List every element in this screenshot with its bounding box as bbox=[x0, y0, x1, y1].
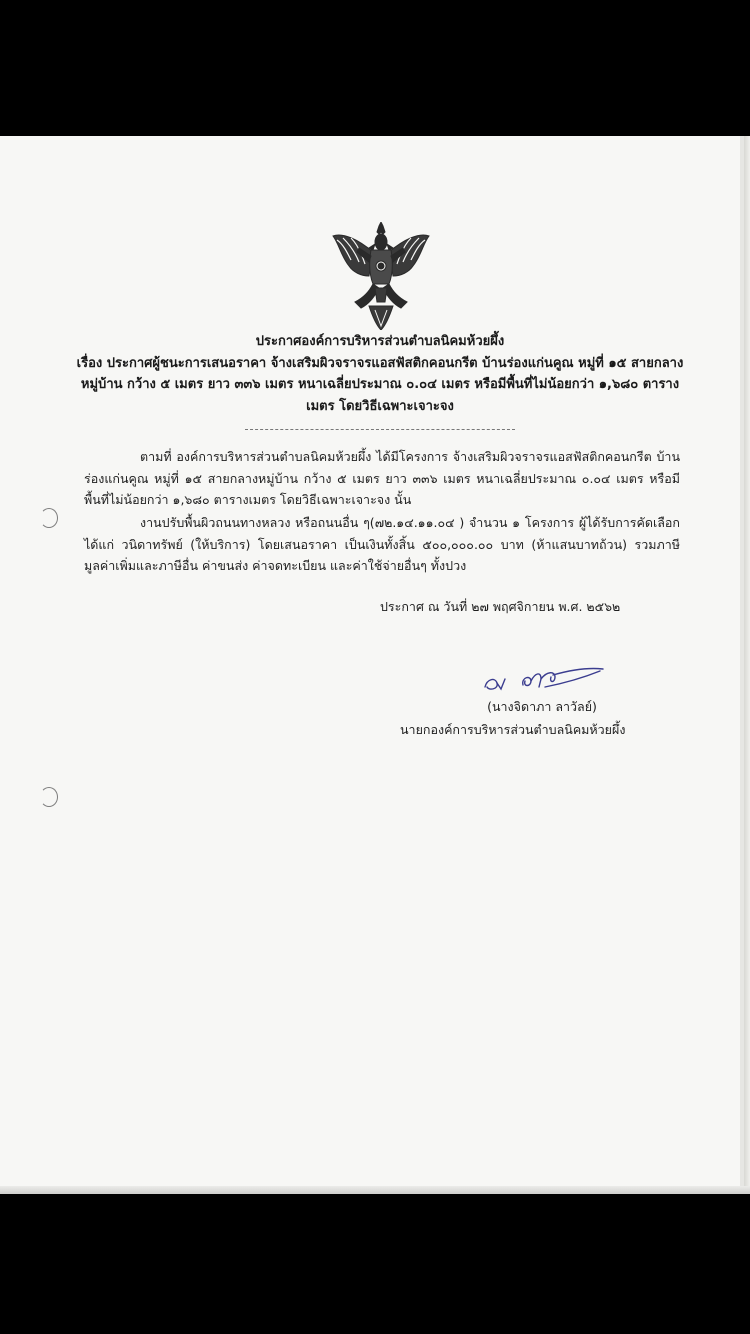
subject-line-1: เรื่อง ประกาศผู้ชนะการเสนอราคา จ้างเสริมผิวจราจรแอสฟัสติกคอนกรีต บ้านร่องแก่นคูณ หมู่ที่ ๑๕ สายกลาง bbox=[76, 355, 684, 371]
handwritten-signature bbox=[475, 657, 610, 699]
org-title: ประกาศองค์การบริหารส่วนตำบลนิคมห้วยผึ้ง bbox=[255, 334, 505, 349]
header-divider bbox=[245, 429, 515, 430]
body-paragraph-1 bbox=[84, 446, 680, 511]
signer-title: นายกองค์การบริหารส่วนตำบลนิคมห้วยผึ้ง bbox=[400, 722, 626, 737]
paper-stack-bottom bbox=[0, 1186, 750, 1194]
subject-line-3: เมตร โดยวิธีเฉพาะเจาะจง bbox=[306, 398, 454, 414]
paragraph-1-text: ตามที่ องค์การบริหารส่วนตำบลนิคมห้วยผึ้ง ได้มีโครงการ จ้างเสริมผิวจราจรแอสฟัสติกคอนกรีต บ้านร่องแก่นคูณ หมู่ที่ ๑๕ สายกลางหมู่บ้าน กว้าง ๕ เมตร ยาว ๓๓๖ เมตร หนาเฉลี่ยประมาณ ๐.๐๔ เมตร หรือมีพื้นที่ไม่น้อยกว่า ๑,๖๘๐ ตารางเมตร โดยวิธีเฉพาะเจาะจง นั้น bbox=[84, 449, 680, 507]
garuda-emblem-icon bbox=[329, 222, 433, 330]
announce-date: ประกาศ ณ วันที่ ๒๗ พฤศจิกายน พ.ศ. ๒๕๖๒ bbox=[380, 599, 621, 614]
punch-hole-bottom bbox=[40, 787, 58, 807]
punch-hole-top bbox=[40, 508, 58, 528]
subject-line-2: หมู่บ้าน กว้าง ๕ เมตร ยาว ๓๓๖ เมตร หนาเฉลี่ยประมาณ ๐.๐๔ เมตร หรือมีพื้นที่ไม่น้อยกว่า ๑,๖๘๐ ตาราง bbox=[80, 377, 680, 392]
header-block bbox=[60, 331, 700, 417]
body-paragraph-2 bbox=[84, 512, 680, 577]
paper-stack-edge bbox=[744, 136, 750, 1194]
signer-name: (นางจิดาภา ลาวัลย์) bbox=[487, 699, 597, 714]
paragraph-2-text: งานปรับพื้นผิวถนนทางหลวง หรือถนนอื่น ๆ(๗๒.๑๔.๑๑.๐๔ ) จำนวน ๑ โครงการ ผู้ได้รับการคัดเลือก ได้แก่ วนิดาทรัพย์ (ให้บริการ) โดยเสนอราคา เป็นเงินทั้งสิ้น ๕๐๐,๐๐๐.๐๐ บาท (ห้าแสนบาทถ้วน) รวมภาษีมูลค่าเพิ่มและภาษีอื่น ค่าขนส่ง ค่าจดทะเบียน และค่าใช้จ่ายอื่นๆ ทั้งปวง bbox=[84, 515, 680, 573]
